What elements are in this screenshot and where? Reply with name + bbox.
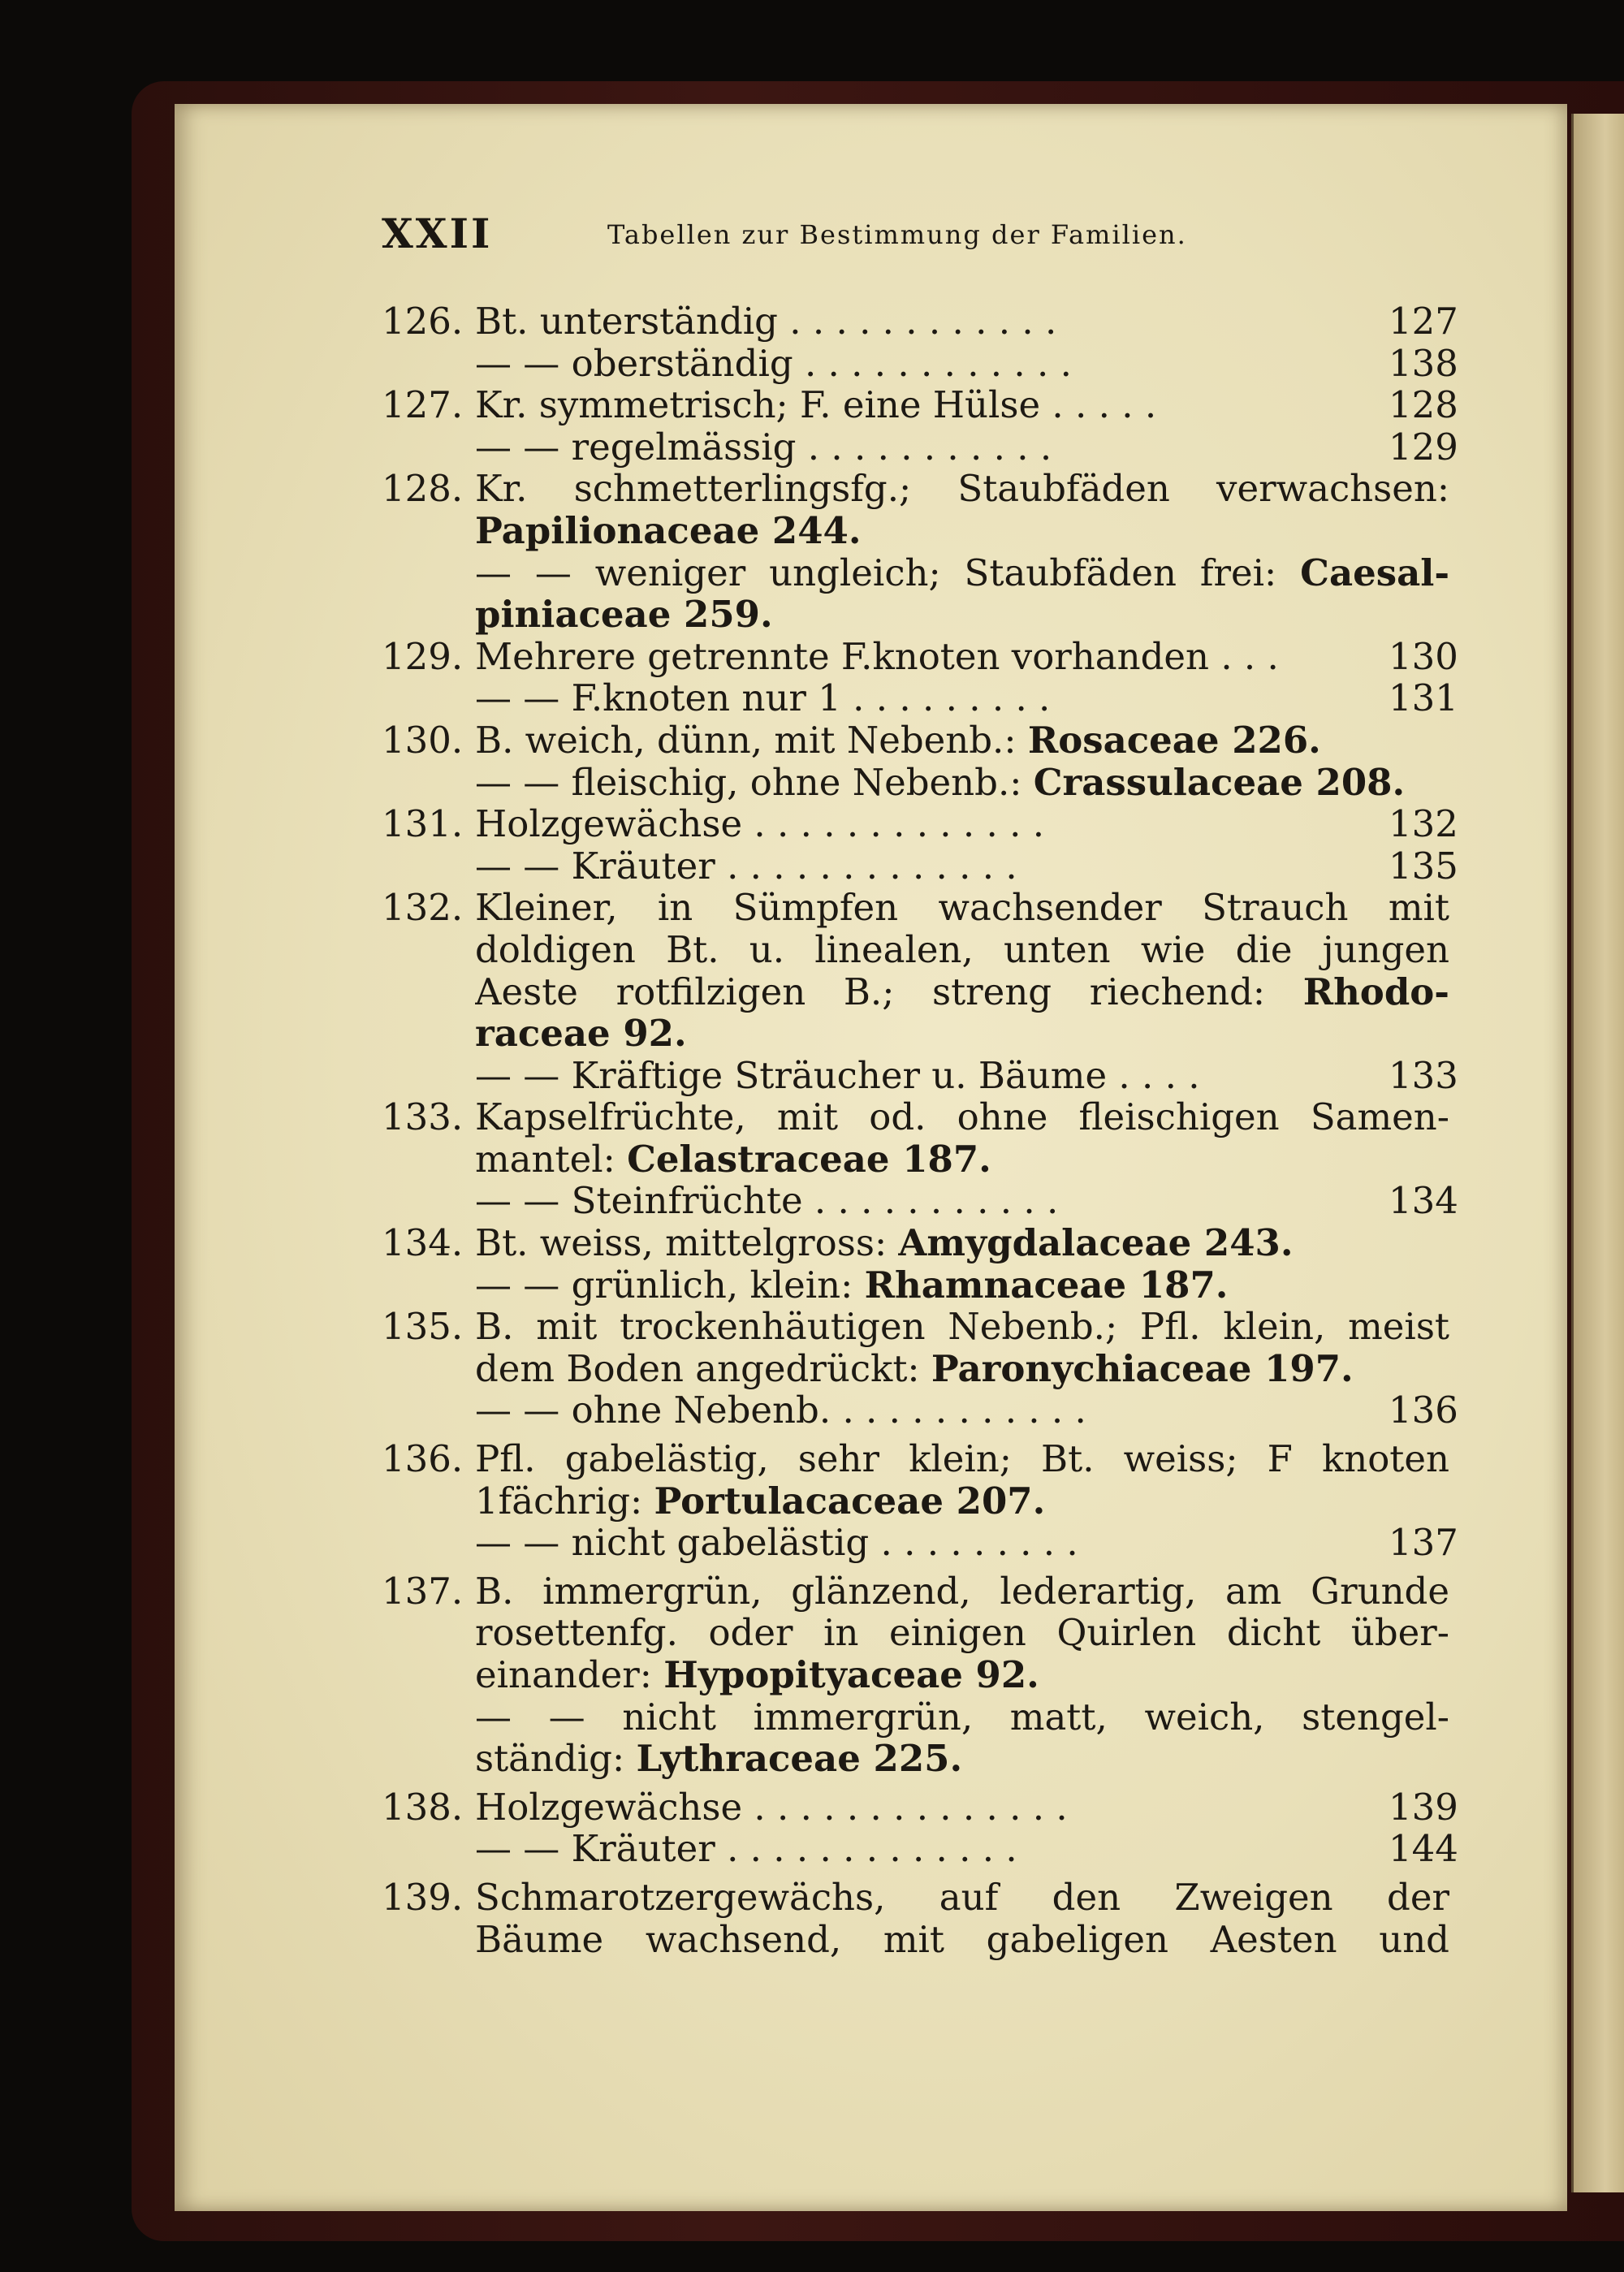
entry-plain-text: Holzgewächse . . . . . . . . . . . . . . <box>475 1786 1068 1829</box>
entry-text <box>475 1348 1449 1390</box>
entry-number: 127. <box>382 383 464 427</box>
entry-plain-text: — — F.knoten nur 1 . . . . . . . . . <box>475 677 1051 719</box>
entry-reference: 138 <box>1389 341 1458 385</box>
key-entry <box>382 1180 1470 1222</box>
entry-text <box>475 1180 1384 1222</box>
family-name: Portulacaceae 207. <box>654 1479 1046 1523</box>
family-name: Rhodo- <box>1302 970 1449 1013</box>
key-entry <box>382 1696 1470 1739</box>
entry-reference: 134 <box>1389 1179 1458 1223</box>
entry-text <box>475 1696 1449 1739</box>
entry-text <box>475 300 1384 343</box>
key-entry <box>382 719 1470 762</box>
entry-plain-text: ständig: <box>475 1738 625 1780</box>
entry-reference: 132 <box>1389 802 1458 846</box>
key-entry <box>382 384 1470 426</box>
entry-plain-text: Kleiner, in Sümpfen wachsender Strauch mit <box>475 887 1449 929</box>
key-entry <box>382 1348 1470 1390</box>
entry-plain-text: — — oberständig . . . . . . . . . . . . <box>475 342 1072 385</box>
entry-plain-text: — — Kräuter . . . . . . . . . . . . . <box>475 1828 1017 1870</box>
entry-plain-text: — — Kräftige Sträucher u. Bäume . . . . <box>475 1054 1200 1097</box>
entry-plain-text: Schmarotzergewächs, auf den Zweigen der <box>475 1876 1449 1919</box>
entry-text <box>475 594 1449 636</box>
entry-reference: 128 <box>1389 383 1458 427</box>
entry-plain-text: — — weniger ungleich; Staubfäden frei: <box>475 551 1277 594</box>
key-entry <box>382 1654 1470 1696</box>
key-entry <box>382 594 1470 636</box>
entry-reference: 135 <box>1389 844 1458 888</box>
entry-plain-text: Holzgewächse . . . . . . . . . . . . . <box>475 803 1045 845</box>
entry-text <box>475 1138 1449 1181</box>
entry-text <box>475 971 1449 1013</box>
entry-plain-text: Kr. schmetterlingsfg.; Staubfäden verwachsen: <box>475 468 1449 510</box>
entry-plain-text: Bt. weiss, mittelgross: <box>475 1222 888 1264</box>
entry-text <box>475 1055 1384 1097</box>
entry-number: 136. <box>382 1437 464 1481</box>
entry-plain-text: — — regelmässig . . . . . . . . . . . <box>475 425 1052 469</box>
entry-reference: 133 <box>1389 1053 1458 1097</box>
entry-plain-text: Kr. symmetrisch; F. eine Hülse . . . . . <box>475 384 1157 426</box>
entry-text <box>475 845 1384 888</box>
entry-plain-text: doldigen Bt. u. linealen, unten wie die jungen <box>475 928 1449 971</box>
key-entry <box>382 803 1470 845</box>
key-entry <box>382 1438 1470 1480</box>
key-entry <box>382 762 1470 804</box>
family-name: piniaceae 259. <box>475 594 773 636</box>
entry-reference: 136 <box>1389 1389 1458 1432</box>
entry-reference: 144 <box>1389 1827 1458 1871</box>
entry-plain-text: — — fleischig, ohne Nebenb.: <box>475 761 1022 804</box>
key-entry <box>382 1389 1470 1432</box>
key-entry <box>382 1828 1470 1870</box>
key-entry <box>382 552 1470 594</box>
key-entry <box>382 845 1470 888</box>
key-entry <box>382 1738 1470 1780</box>
entry-reference: 139 <box>1389 1785 1458 1829</box>
entry-text <box>475 1828 1384 1870</box>
entry-plain-text: Pfl. gabelästig, sehr klein; Bt. weiss; F knoten <box>475 1438 1449 1480</box>
entry-plain-text: rosettenfg. oder in einigen Quirlen dicht über- <box>475 1612 1449 1654</box>
entry-text <box>475 762 1449 804</box>
entry-text <box>475 468 1449 510</box>
entry-plain-text: Mehrere getrennte F.knoten vorhanden . . . <box>475 635 1279 678</box>
page-header <box>382 209 1275 266</box>
entry-plain-text: — — nicht immergrün, matt, weich, stengel- <box>475 1695 1449 1739</box>
entry-number: 128. <box>382 467 464 511</box>
key-entry <box>382 1222 1470 1264</box>
entry-number: 138. <box>382 1785 464 1829</box>
entry-text <box>475 1877 1449 1919</box>
entry-reference: 131 <box>1389 676 1458 720</box>
key-entry <box>382 887 1470 929</box>
entry-text <box>475 1096 1449 1138</box>
key-entry <box>382 1480 1470 1523</box>
key-entry <box>382 1612 1470 1654</box>
entry-text <box>475 1013 1449 1055</box>
family-name: Papilionaceae 244. <box>475 509 862 552</box>
entry-text <box>475 1654 1449 1696</box>
page-number: XXII <box>382 209 493 257</box>
entry-plain-text: mantel: <box>475 1138 615 1181</box>
entry-plain-text: — — grünlich, klein: <box>475 1263 853 1307</box>
entry-text <box>475 636 1384 678</box>
key-entry <box>382 1570 1470 1613</box>
key-entry <box>382 1013 1470 1055</box>
entry-number: 135. <box>382 1305 464 1349</box>
entry-plain-text: einander: <box>475 1654 652 1696</box>
key-entry <box>382 1096 1470 1138</box>
entry-reference: 129 <box>1389 425 1458 469</box>
entry-number: 132. <box>382 886 464 930</box>
entry-text <box>475 1612 1449 1654</box>
family-name: Amygdalaceae 243. <box>898 1222 1294 1264</box>
key-entry <box>382 1877 1470 1919</box>
entry-gap <box>382 1780 1470 1786</box>
entry-number: 134. <box>382 1221 464 1265</box>
entry-text <box>475 719 1449 762</box>
entry-plain-text: Bt. unterständig . . . . . . . . . . . . <box>475 300 1057 343</box>
entry-plain-text: dem Boden angedrückt: <box>475 1347 920 1390</box>
entry-text <box>475 1919 1449 1961</box>
entry-text <box>475 1786 1384 1829</box>
entry-plain-text: Bäume wachsend, mit gabeligen Aesten und <box>475 1918 1449 1961</box>
entry-plain-text: B. weich, dünn, mit Nebenb.: <box>475 719 1017 762</box>
family-name: raceae 92. <box>475 1013 687 1055</box>
key-entry <box>382 1138 1470 1181</box>
entry-text <box>475 426 1384 469</box>
entry-text <box>475 343 1384 385</box>
key-entry <box>382 971 1470 1013</box>
entry-text <box>475 1306 1449 1348</box>
entry-plain-text: — — ohne Nebenb. . . . . . . . . . . . <box>475 1389 1086 1432</box>
entry-number: 133. <box>382 1095 464 1139</box>
entry-text <box>475 1570 1449 1613</box>
key-entry <box>382 1786 1470 1829</box>
entry-number: 126. <box>382 300 464 343</box>
entry-number: 129. <box>382 634 464 678</box>
entry-text <box>475 803 1384 845</box>
entry-text <box>475 1389 1384 1432</box>
family-name: Hypopityaceae 92. <box>663 1654 1039 1696</box>
entry-number: 130. <box>382 718 464 762</box>
key-entry <box>382 677 1470 719</box>
entry-text <box>475 1264 1449 1307</box>
family-name: Celastraceae 187. <box>627 1138 991 1181</box>
key-entry <box>382 468 1470 510</box>
key-entries <box>382 300 1470 1960</box>
family-name: Lythraceae 225. <box>636 1738 963 1780</box>
entry-number: 139. <box>382 1875 464 1919</box>
family-name: Rosaceae 226. <box>1027 719 1321 762</box>
entry-plain-text: Kapselfrüchte, mit od. ohne fleischigen Samen- <box>475 1096 1449 1138</box>
entry-text <box>475 929 1449 971</box>
family-name: Rhamnaceae 187. <box>864 1263 1229 1307</box>
entry-text <box>475 510 1449 552</box>
entry-number: 137. <box>382 1569 464 1613</box>
entry-plain-text: Aeste rotfilzigen B.; streng riechend: <box>475 970 1266 1013</box>
entry-text <box>475 384 1384 426</box>
entry-gap <box>382 1432 1470 1438</box>
entry-text <box>475 1522 1384 1564</box>
family-name: Crassulaceae 208. <box>1033 761 1406 804</box>
entry-text <box>475 552 1449 594</box>
family-name: Caesal- <box>1300 551 1449 594</box>
key-entry <box>382 1919 1470 1961</box>
entry-plain-text: — — Steinfrüchte . . . . . . . . . . . <box>475 1180 1059 1223</box>
entry-plain-text: B. mit trockenhäutigen Nebenb.; Pfl. klein, meist <box>475 1306 1449 1348</box>
entry-text <box>475 1738 1449 1780</box>
key-entry <box>382 1055 1470 1097</box>
entry-plain-text: 1fächrig: <box>475 1479 643 1523</box>
key-entry <box>382 426 1470 469</box>
entry-reference: 130 <box>1389 634 1458 678</box>
key-entry <box>382 929 1470 971</box>
entry-reference: 137 <box>1389 1521 1458 1565</box>
entry-gap <box>382 1870 1470 1877</box>
entry-plain-text: — — Kräuter . . . . . . . . . . . . . <box>475 844 1017 888</box>
entry-text <box>475 677 1384 719</box>
key-entry <box>382 510 1470 552</box>
key-entry <box>382 1522 1470 1564</box>
entry-text <box>475 1222 1449 1264</box>
entry-number: 131. <box>382 802 464 846</box>
key-entry <box>382 343 1470 385</box>
family-name: Paronychiaceae 197. <box>931 1347 1354 1390</box>
facing-page-edge <box>1571 114 1624 2192</box>
running-title: Tabellen zur Bestimmung der Familien. <box>607 219 1187 250</box>
entry-plain-text: — — nicht gabelästig . . . . . . . . . <box>475 1522 1078 1564</box>
entry-plain-text: B. immergrün, glänzend, lederartig, am Grunde <box>475 1570 1449 1613</box>
key-entry <box>382 300 1470 343</box>
entry-reference: 127 <box>1389 300 1458 343</box>
entry-text <box>475 1438 1449 1480</box>
key-entry <box>382 636 1470 678</box>
entry-gap <box>382 1564 1470 1570</box>
key-entry <box>382 1306 1470 1348</box>
key-entry <box>382 1264 1470 1307</box>
entry-text <box>475 1480 1449 1523</box>
entry-text <box>475 887 1449 929</box>
